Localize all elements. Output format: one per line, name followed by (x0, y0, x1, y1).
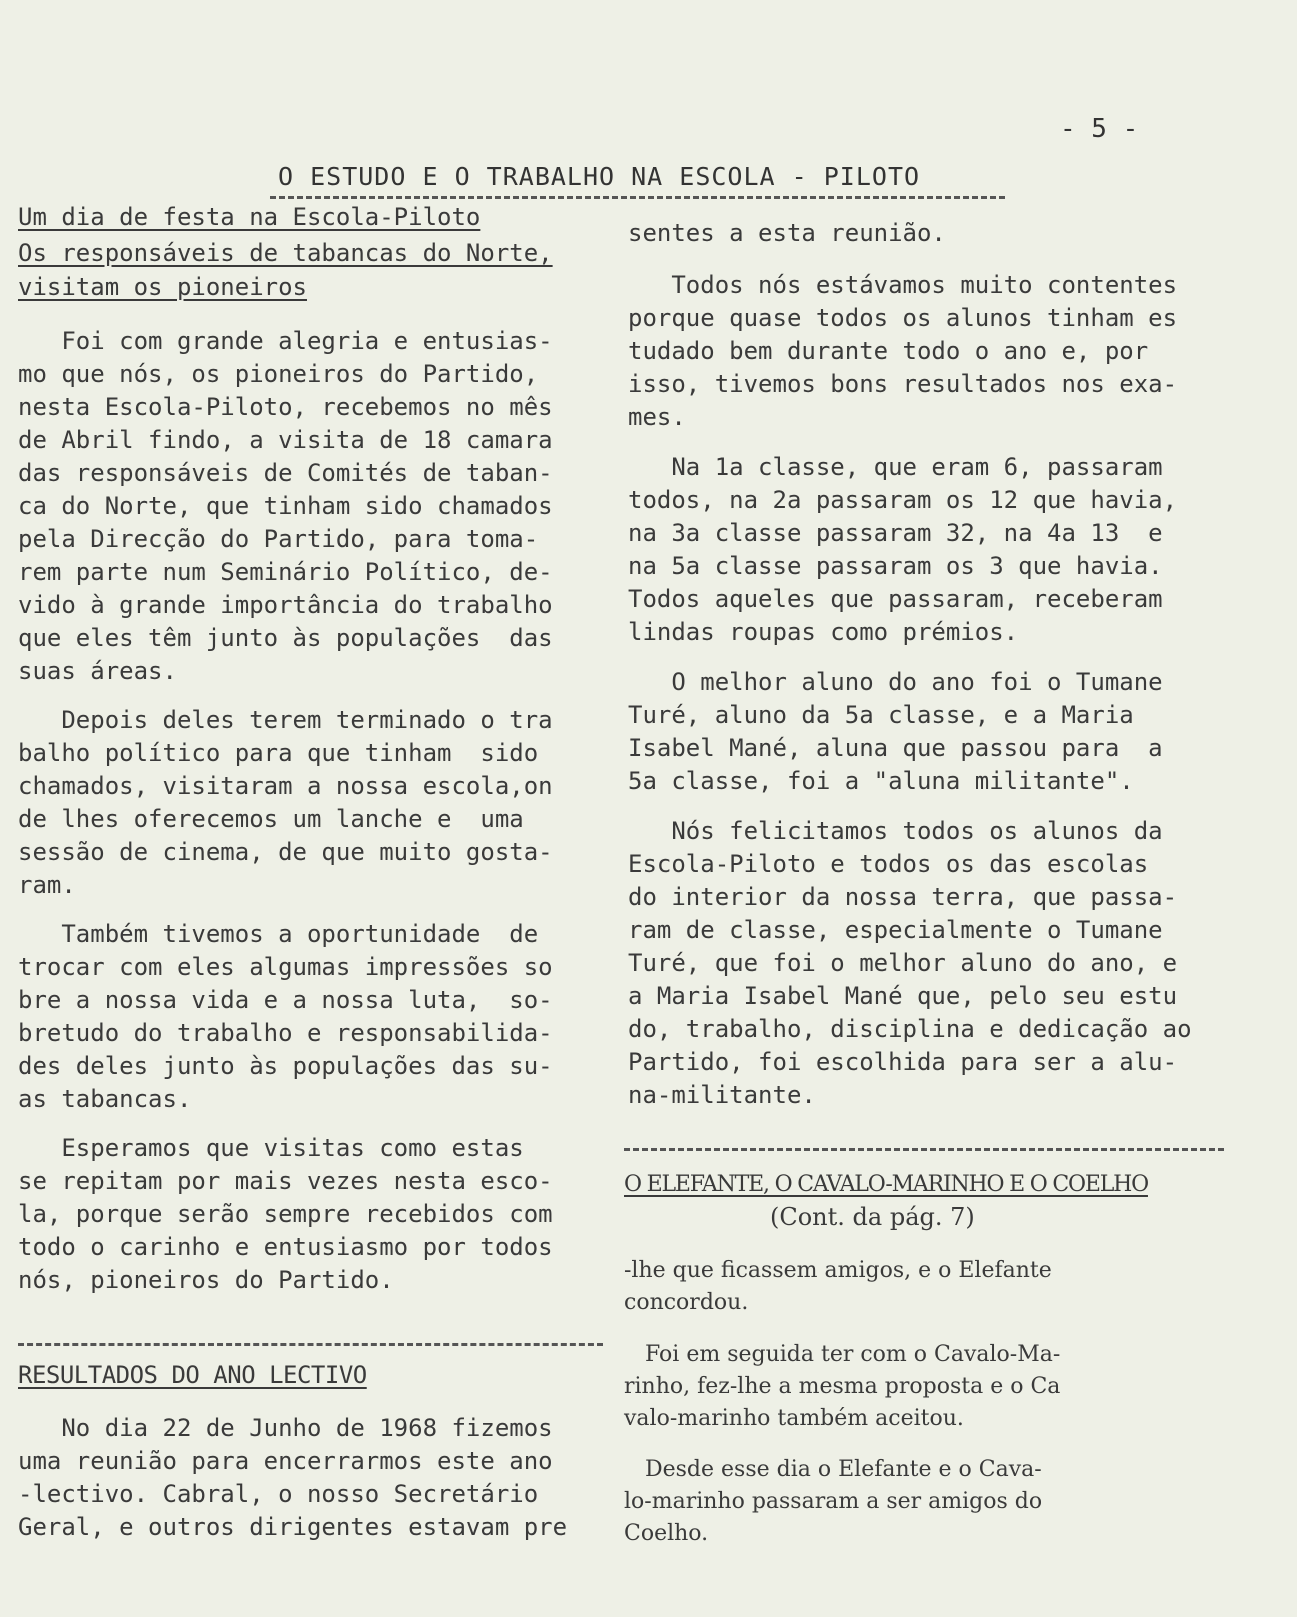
story-subheading: (Cont. da pág. 7) (770, 1203, 975, 1231)
text-line: -lhe que ficassem amigos, e o Elefante (624, 1258, 1052, 1283)
page-number: - 5 - (1060, 114, 1139, 144)
text-line: chamados, visitaram a nossa escola,on (18, 772, 553, 800)
text-line: Na 1a classe, que eram 6, passaram (628, 453, 1163, 481)
text-line: Esperamos que visitas como estas (18, 1134, 524, 1162)
title-rule (270, 196, 1005, 199)
article-heading-line: visitam os pioneiros (18, 273, 307, 301)
text-line: todos, na 2a passaram os 12 que havia, (628, 486, 1178, 514)
text-line: vido à grande importância do trabalho (18, 591, 553, 619)
text-line: ram de classe, especialmente o Tumane (628, 916, 1163, 944)
text-line: Geral, e outros dirigentes estavam pre (18, 1513, 568, 1541)
text-line: de lhes oferecemos um lanche e uma (18, 805, 524, 833)
text-line: 5a classe, foi a "aluna militante". (628, 767, 1134, 795)
text-line: Coelho. (624, 1521, 709, 1546)
text-line: nesta Escola-Piloto, recebemos no mês (18, 393, 553, 421)
text-line: concordou. (624, 1290, 749, 1315)
section-rule (18, 1343, 603, 1346)
text-line: Todos aqueles que passaram, receberam (628, 585, 1163, 613)
text-line: a Maria Isabel Mané que, pelo seu estu (628, 982, 1178, 1010)
text-line: Partido, foi escolhida para ser a alu- (628, 1048, 1178, 1076)
text-line: Foi em seguida ter com o Cavalo-Ma- (624, 1342, 1061, 1367)
text-line: na-militante. (628, 1081, 816, 1109)
text-line: mes. (628, 403, 686, 431)
text-line: Nós felicitamos todos os alunos da (628, 817, 1163, 845)
text-line: todo o carinho e entusiasmo por todos (18, 1233, 553, 1261)
text-line: tudado bem durante todo o ano e, por (628, 337, 1149, 365)
text-line: balho político para que tinham sido (18, 739, 539, 767)
text-line: na 3a classe passaram 32, na 4a 13 e (628, 519, 1163, 547)
text-line: sentes a esta reunião. (628, 219, 946, 247)
article-heading: RESULTADOS DO ANO LECTIVO (18, 1361, 367, 1389)
story-heading: O ELEFANTE, O CAVALO-MARINHO E O COELHO (624, 1172, 1148, 1197)
text-line: Escola-Piloto e todos os das escolas (628, 850, 1149, 878)
text-line: des deles junto às populações das su- (18, 1052, 553, 1080)
text-line: suas áreas. (18, 657, 177, 685)
text-line: pela Direcção do Partido, para toma- (18, 525, 539, 553)
text-line: na 5a classe passaram os 3 que havia. (628, 552, 1163, 580)
text-line: trocar com eles algumas impressões so (18, 953, 553, 981)
text-line: Desde esse dia o Elefante e o Cava- (624, 1457, 1042, 1482)
text-line: Todos nós estávamos muito contentes (628, 271, 1178, 299)
text-line: ram. (18, 871, 76, 899)
text-line: nós, pioneiros do Partido. (18, 1266, 394, 1294)
text-line: bre a nossa vida e a nossa luta, so- (18, 986, 553, 1014)
text-line: Isabel Mané, aluna que passou para a (628, 734, 1163, 762)
text-line: ca do Norte, que tinham sido chamados (18, 492, 553, 520)
text-line: do interior da nossa terra, que passa- (628, 883, 1178, 911)
text-line: uma reunião para encerrarmos este ano (18, 1447, 553, 1475)
text-line: Também tivemos a oportunidade de (18, 920, 539, 948)
text-line: Foi com grande alegria e entusias- (18, 327, 553, 355)
text-line: la, porque serão sempre recebidos com (18, 1200, 553, 1228)
text-line: de Abril findo, a visita de 18 camara (18, 426, 553, 454)
text-line: -lectivo. Cabral, o nosso Secretário (18, 1480, 539, 1508)
text-line: valo-marinho também aceitou. (624, 1406, 964, 1431)
text-line: das responsáveis de Comités de taban- (18, 459, 553, 487)
text-line: O melhor aluno do ano foi o Tumane (628, 668, 1163, 696)
text-line: bretudo do trabalho e responsabilida- (18, 1019, 553, 1047)
text-line: rem parte num Seminário Político, de- (18, 558, 553, 586)
section-rule (624, 1148, 1224, 1151)
text-line: as tabancas. (18, 1085, 192, 1113)
article-heading-line: Os responsáveis de tabancas do Norte, (18, 239, 553, 267)
text-line: No dia 22 de Junho de 1968 fizemos (18, 1414, 553, 1442)
text-line: lindas roupas como prémios. (628, 618, 1019, 646)
text-line: mo que nós, os pioneiros do Partido, (18, 360, 539, 388)
text-line: do, trabalho, disciplina e dedicação ao (628, 1015, 1192, 1043)
text-line: Turé, que foi o melhor aluno do ano, e (628, 949, 1178, 977)
article-heading-line: Um dia de festa na Escola-Piloto (18, 203, 481, 231)
text-line: rinho, fez-lhe a mesma proposta e o Ca (624, 1374, 1061, 1399)
text-line: sessão de cinema, de que muito gosta- (18, 838, 553, 866)
text-line: se repitam por mais vezes nesta esco- (18, 1167, 553, 1195)
text-line: que eles têm junto às populações das (18, 624, 553, 652)
text-line: porque quase todos os alunos tinham es (628, 304, 1178, 332)
text-line: Turé, aluno da 5a classe, e a Maria (628, 701, 1134, 729)
text-line: lo-marinho passaram a ser amigos do (624, 1489, 1043, 1514)
text-line: isso, tivemos bons resultados nos exa- (628, 370, 1178, 398)
text-line: Depois deles terem terminado o tra (18, 706, 553, 734)
main-title: O ESTUDO E O TRABALHO NA ESCOLA - PILOTO (278, 162, 921, 191)
